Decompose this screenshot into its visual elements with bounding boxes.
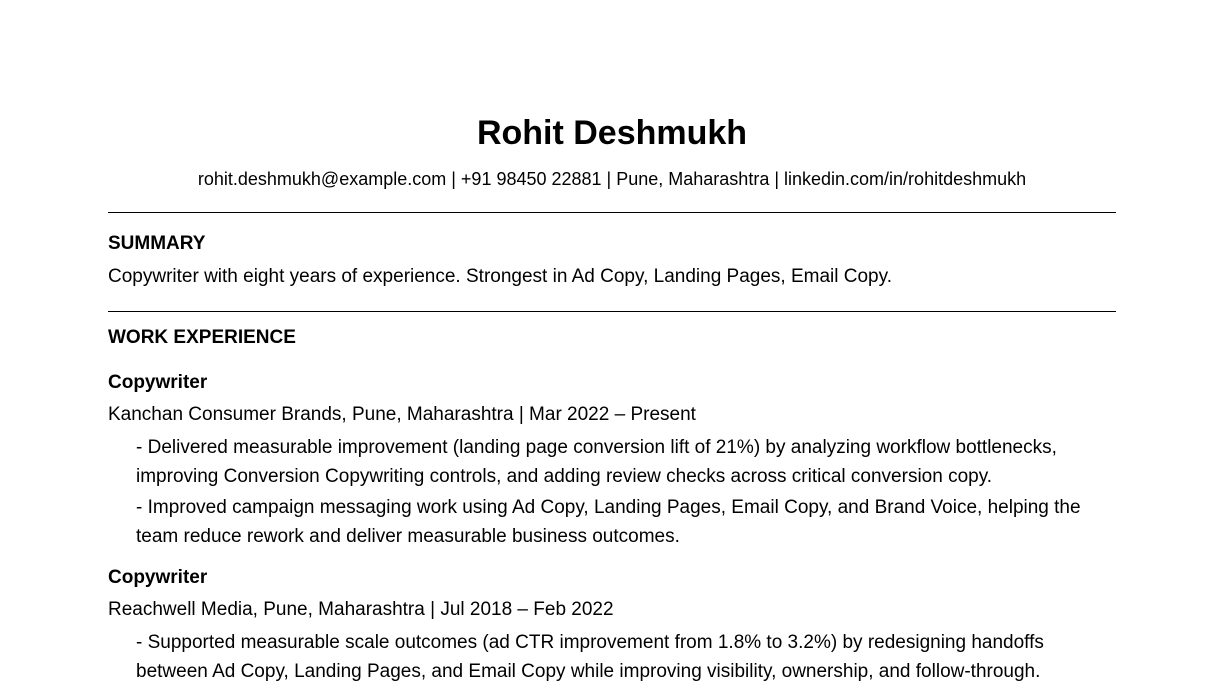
section-divider (108, 311, 1116, 312)
job-title: Copywriter (108, 372, 208, 393)
candidate-name: Rohit Deshmukh (476, 114, 748, 152)
job-bullets (108, 433, 1116, 551)
section-divider (108, 212, 1116, 213)
summary-text: Copywriter with eight years of experience. Strongest in Ad Copy, Landing Pages, Email Copy. (108, 266, 892, 287)
job-bullets (108, 628, 1116, 686)
job-company-dates: Reachwell Media, Pune, Maharashtra | Jul 2018 – Feb 2022 (108, 599, 614, 620)
job-entry (108, 566, 1116, 688)
contact-line: rohit.deshmukh@example.com | +91 98450 22881 | Pune, Maharashtra | linkedin.com/in/rohitdeshmukh (197, 169, 1027, 189)
work-experience-heading: WORK EXPERIENCE (108, 327, 296, 348)
job-bullet: - Delivered measurable improvement (landing page conversion lift of 21%) by analyzing workflow bottlenecks, improving Conversion Copywriting controls, and adding review checks across critical conversion copy. (136, 437, 1057, 487)
summary-heading: SUMMARY (108, 233, 206, 254)
job-entry (108, 371, 1116, 553)
job-company-dates: Kanchan Consumer Brands, Pune, Maharashtra | Mar 2022 – Present (108, 404, 696, 425)
job-title: Copywriter (108, 567, 208, 588)
job-bullet: - Improved campaign messaging work using Ad Copy, Landing Pages, Email Copy, and Brand Voice, helping the team reduce rework and deliver measurable business outcomes. (136, 497, 1081, 547)
job-bullet: - Supported measurable scale outcomes (ad CTR improvement from 1.8% to 3.2%) by redesigning handoffs between Ad Copy, Landing Pages, and Email Copy while improving visibility, ownership, and follow-through. (136, 632, 1044, 682)
